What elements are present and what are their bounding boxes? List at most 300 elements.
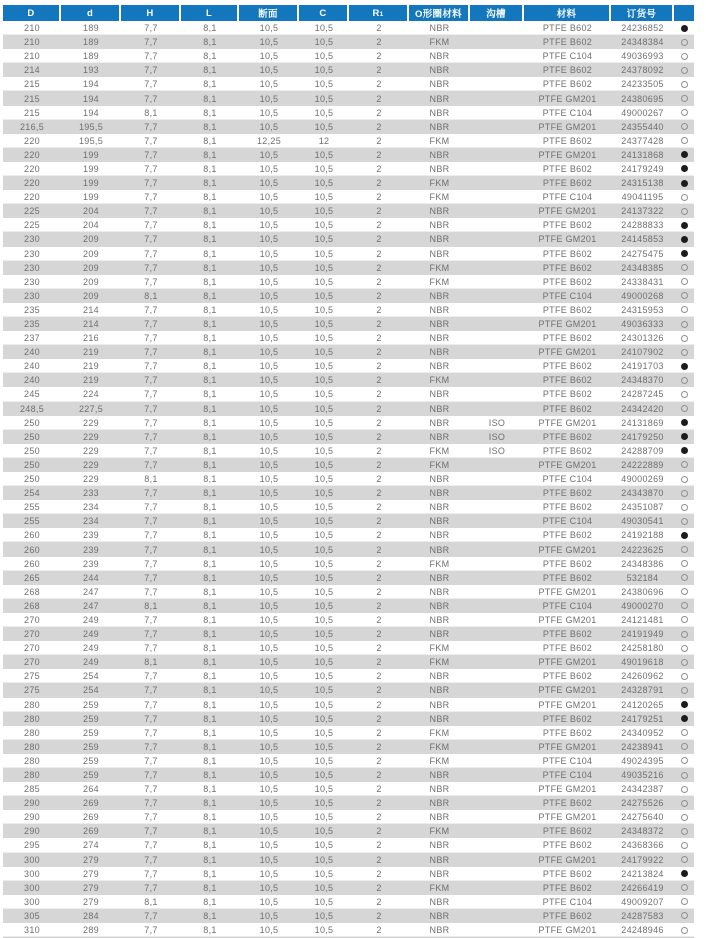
cell-cross-section: 10,5 [259, 347, 279, 358]
availability-cell [674, 909, 694, 923]
cell-groove: ISO [488, 431, 506, 442]
cell-L: 8,1 [203, 530, 217, 541]
cell-C: 10,5 [314, 403, 334, 414]
cell-D: 210 [24, 37, 40, 48]
cell-cross-section: 10,5 [259, 234, 279, 245]
cell-C: 10,5 [314, 784, 334, 795]
cell-order-number: 24287245 [621, 389, 664, 400]
cell-d: 214 [83, 304, 99, 315]
cell-material: PTFE B602 [542, 163, 593, 174]
open-circle-icon [681, 67, 688, 74]
cell-D: 245 [24, 389, 40, 400]
cell-groove [470, 458, 524, 472]
cell-material: PTFE C104 [542, 474, 593, 485]
cell-D: 270 [24, 629, 40, 640]
cell-cross-section: 10,5 [259, 389, 279, 400]
cell-o-ring-material: NBR [429, 361, 450, 372]
cell-cross-section: 10,5 [259, 65, 279, 76]
table-row [3, 571, 694, 585]
cell-o-ring-material: FKM [429, 558, 450, 569]
cell-H: 7,7 [144, 868, 158, 879]
cell-cross-section: 10,5 [259, 178, 279, 189]
table-row [3, 430, 694, 444]
open-circle-icon [681, 53, 688, 60]
cell-L: 8,1 [203, 361, 217, 372]
cell-C: 10,5 [314, 163, 334, 174]
cell-L: 8,1 [203, 220, 217, 231]
cell-d: 204 [83, 220, 99, 231]
cell-cross-section: 12,25 [256, 135, 282, 146]
cell-order-number: 24238941 [621, 741, 664, 752]
table-row [3, 740, 694, 754]
cell-o-ring-material: FKM [429, 178, 450, 189]
cell-C: 10,5 [314, 530, 334, 541]
availability-cell [674, 585, 694, 599]
table-row [3, 162, 694, 176]
cell-cross-section: 10,5 [259, 713, 279, 724]
availability-cell [674, 218, 694, 232]
cell-R1: 2 [376, 178, 382, 189]
cell-C: 10,5 [314, 220, 334, 231]
cell-C: 10,5 [314, 149, 334, 160]
cell-groove [470, 35, 524, 49]
cell-H: 7,7 [144, 375, 158, 386]
cell-groove [470, 895, 524, 909]
cell-o-ring-material: NBR [429, 79, 450, 90]
cell-L: 8,1 [203, 770, 217, 781]
cell-D: 215 [24, 79, 40, 90]
cell-cross-section: 10,5 [259, 586, 279, 597]
cell-order-number: 49036993 [621, 51, 664, 62]
cell-d: 209 [83, 248, 99, 259]
cell-order-number: 24223625 [621, 544, 664, 555]
cell-cross-section: 10,5 [259, 868, 279, 879]
cell-H: 7,7 [144, 854, 158, 865]
cell-cross-section: 10,5 [259, 826, 279, 837]
cell-d: 254 [83, 685, 99, 696]
availability-cell [674, 627, 694, 641]
cell-cross-section: 10,5 [259, 558, 279, 569]
cell-D: 290 [24, 798, 40, 809]
cell-R1: 2 [376, 459, 382, 470]
cell-cross-section: 10,5 [259, 544, 279, 555]
cell-groove [470, 261, 524, 275]
cell-d: 247 [83, 586, 99, 597]
cell-L: 8,1 [203, 206, 217, 217]
cell-d: 279 [83, 868, 99, 879]
availability-cell [674, 923, 694, 937]
cell-groove [470, 726, 524, 740]
cell-groove [470, 599, 524, 613]
cell-C: 10,5 [314, 840, 334, 851]
cell-C: 10,5 [314, 854, 334, 865]
availability-cell [674, 782, 694, 796]
cell-R1: 2 [376, 558, 382, 569]
cell-o-ring-material: NBR [429, 699, 450, 710]
availability-cell [674, 204, 694, 218]
column-header-d [61, 5, 121, 21]
cell-groove [470, 641, 524, 655]
column-header-label: 沟槽 [486, 9, 506, 20]
cell-o-ring-material: FKM [429, 657, 450, 668]
cell-R1: 2 [376, 544, 382, 555]
cell-order-number: 24328791 [621, 685, 664, 696]
cell-H: 7,7 [144, 37, 158, 48]
cell-D: 300 [24, 868, 40, 879]
cell-o-ring-material: NBR [429, 685, 450, 696]
cell-d: 249 [83, 629, 99, 640]
table-row [3, 514, 694, 528]
open-circle-icon [681, 687, 688, 694]
cell-order-number: 24380695 [621, 93, 664, 104]
filled-circle-icon [681, 419, 688, 426]
open-circle-icon [681, 588, 688, 595]
cell-R1: 2 [376, 643, 382, 654]
open-circle-icon [681, 335, 688, 342]
table-row [3, 754, 694, 768]
cell-o-ring-material: NBR [429, 600, 450, 611]
cell-order-number: 24315953 [621, 304, 664, 315]
cell-o-ring-material: NBR [429, 896, 450, 907]
cell-L: 8,1 [203, 600, 217, 611]
availability-cell [674, 387, 694, 401]
cell-cross-section: 10,5 [259, 403, 279, 414]
cell-C: 10,5 [314, 319, 334, 330]
cell-material: PTFE C104 [542, 290, 593, 301]
cell-d: 269 [83, 826, 99, 837]
cell-o-ring-material: NBR [429, 389, 450, 400]
cell-L: 8,1 [203, 868, 217, 879]
cell-H: 7,7 [144, 699, 158, 710]
availability-cell [674, 232, 694, 246]
cell-cross-section: 10,5 [259, 319, 279, 330]
cell-material: PTFE B602 [542, 798, 593, 809]
cell-o-ring-material: NBR [429, 516, 450, 527]
open-circle-icon [681, 377, 688, 384]
cell-L: 8,1 [203, 784, 217, 795]
table-row [3, 768, 694, 782]
cell-R1: 2 [376, 149, 382, 160]
cell-L: 8,1 [203, 586, 217, 597]
table-row [3, 49, 694, 63]
cell-o-ring-material: FKM [429, 882, 450, 893]
cell-groove [470, 683, 524, 697]
cell-groove [470, 472, 524, 486]
cell-D: 220 [24, 149, 40, 160]
cell-cross-section: 10,5 [259, 614, 279, 625]
cell-C: 10,5 [314, 79, 334, 90]
cell-C: 10,5 [314, 361, 334, 372]
cell-d: 284 [83, 910, 99, 921]
open-circle-icon [681, 306, 688, 313]
cell-H: 8,1 [144, 107, 158, 118]
cell-R1: 2 [376, 417, 382, 428]
cell-material: PTFE B602 [542, 403, 593, 414]
cell-R1: 2 [376, 755, 382, 766]
cell-cross-section: 10,5 [259, 925, 279, 936]
cell-material: PTFE B602 [542, 882, 593, 893]
table-row [3, 232, 694, 246]
cell-groove [470, 881, 524, 895]
cell-o-ring-material: NBR [429, 614, 450, 625]
cell-o-ring-material: FKM [429, 192, 450, 203]
cell-D: 250 [24, 431, 40, 442]
cell-C: 10,5 [314, 643, 334, 654]
cell-L: 8,1 [203, 121, 217, 132]
column-header-order-number [611, 5, 674, 21]
cell-cross-section: 10,5 [259, 784, 279, 795]
availability-cell [674, 796, 694, 810]
column-header-D [3, 5, 61, 21]
cell-order-number: 24351087 [621, 502, 664, 513]
cell-order-number: 24260962 [621, 671, 664, 682]
availability-cell [674, 655, 694, 669]
column-header-H [121, 5, 181, 21]
cell-L: 8,1 [203, 290, 217, 301]
cell-R1: 2 [376, 657, 382, 668]
cell-D: 280 [24, 713, 40, 724]
cell-cross-section: 10,5 [259, 107, 279, 118]
column-header-cross-section [239, 5, 299, 21]
cell-C: 10,5 [314, 107, 334, 118]
table-body [3, 21, 694, 938]
cell-H: 8,1 [144, 290, 158, 301]
cell-H: 7,7 [144, 882, 158, 893]
open-circle-icon [681, 927, 688, 934]
open-circle-icon [681, 264, 688, 271]
cell-R1: 2 [376, 741, 382, 752]
cell-d: 219 [83, 361, 99, 372]
open-circle-icon [681, 109, 688, 116]
availability-cell [674, 669, 694, 683]
cell-C: 10,5 [314, 389, 334, 400]
cell-R1: 2 [376, 586, 382, 597]
cell-H: 7,7 [144, 459, 158, 470]
cell-H: 7,7 [144, 333, 158, 344]
cell-d: 229 [83, 445, 99, 456]
cell-material: PTFE GM201 [538, 812, 597, 823]
cell-R1: 2 [376, 671, 382, 682]
availability-cell [674, 91, 694, 105]
cell-C: 10,5 [314, 304, 334, 315]
cell-L: 8,1 [203, 671, 217, 682]
cell-order-number: 24380696 [621, 586, 664, 597]
table-row [3, 331, 694, 345]
availability-cell [674, 120, 694, 134]
cell-C: 10,5 [314, 755, 334, 766]
cell-H: 7,7 [144, 51, 158, 62]
cell-D: 265 [24, 572, 40, 583]
cell-D: 230 [24, 276, 40, 287]
column-header-label: H [146, 7, 154, 19]
cell-C: 10,5 [314, 868, 334, 879]
cell-d: 199 [83, 178, 99, 189]
cell-L: 8,1 [203, 403, 217, 414]
cell-H: 7,7 [144, 65, 158, 76]
cell-R1: 2 [376, 925, 382, 936]
cell-R1: 2 [376, 812, 382, 823]
cell-cross-section: 10,5 [259, 474, 279, 485]
cell-D: 254 [24, 488, 40, 499]
cell-cross-section: 10,5 [259, 643, 279, 654]
cell-o-ring-material: FKM [429, 262, 450, 273]
cell-R1: 2 [376, 304, 382, 315]
cell-D: 210 [24, 51, 40, 62]
cell-R1: 2 [376, 135, 382, 146]
cell-H: 8,1 [144, 600, 158, 611]
cell-groove [470, 63, 524, 77]
cell-order-number: 24348386 [621, 558, 664, 569]
cell-D: 280 [24, 770, 40, 781]
cell-groove [470, 923, 524, 937]
open-circle-icon [681, 645, 688, 652]
cell-D: 280 [24, 741, 40, 752]
cell-o-ring-material: NBR [429, 925, 450, 936]
cell-o-ring-material: NBR [429, 544, 450, 555]
cell-d: 234 [83, 516, 99, 527]
cell-R1: 2 [376, 488, 382, 499]
table-row [3, 909, 694, 923]
table-row [3, 444, 694, 458]
cell-H: 7,7 [144, 544, 158, 555]
table-row [3, 824, 694, 838]
cell-d: 239 [83, 530, 99, 541]
cell-H: 7,7 [144, 488, 158, 499]
table-row [3, 726, 694, 740]
filled-circle-icon [681, 532, 688, 539]
cell-o-ring-material: NBR [429, 319, 450, 330]
cell-C: 10,5 [314, 51, 334, 62]
cell-R1: 2 [376, 23, 382, 34]
cell-d: 259 [83, 727, 99, 738]
cell-R1: 2 [376, 910, 382, 921]
table-row [3, 698, 694, 712]
cell-C: 10,5 [314, 882, 334, 893]
cell-material: PTFE GM201 [538, 657, 597, 668]
cell-groove [470, 585, 524, 599]
cell-material: PTFE B602 [542, 431, 593, 442]
cell-o-ring-material: NBR [429, 290, 450, 301]
cell-R1: 2 [376, 727, 382, 738]
filled-circle-icon [681, 701, 688, 708]
cell-order-number: 24348385 [621, 262, 664, 273]
cell-order-number: 24179251 [621, 713, 664, 724]
cell-C: 10,5 [314, 600, 334, 611]
cell-R1: 2 [376, 206, 382, 217]
cell-L: 8,1 [203, 741, 217, 752]
cell-groove [470, 345, 524, 359]
cell-R1: 2 [376, 882, 382, 893]
cell-d: 259 [83, 755, 99, 766]
cell-H: 7,7 [144, 93, 158, 104]
cell-order-number: 49041195 [621, 192, 664, 203]
table-row [3, 557, 694, 571]
cell-D: 220 [24, 192, 40, 203]
open-circle-icon [681, 95, 688, 102]
open-circle-icon [681, 659, 688, 666]
open-circle-icon [681, 574, 688, 581]
cell-D: 305 [24, 910, 40, 921]
cell-L: 8,1 [203, 375, 217, 386]
cell-R1: 2 [376, 798, 382, 809]
cell-D: 237 [24, 333, 40, 344]
cell-cross-section: 10,5 [259, 699, 279, 710]
cell-H: 7,7 [144, 840, 158, 851]
table-row [3, 599, 694, 613]
cell-C: 10,5 [314, 262, 334, 273]
cell-D: 270 [24, 614, 40, 625]
cell-order-number: 24301326 [621, 333, 664, 344]
cell-groove [470, 232, 524, 246]
cell-R1: 2 [376, 121, 382, 132]
cell-C: 10,5 [314, 741, 334, 752]
cell-o-ring-material: NBR [429, 403, 450, 414]
column-header-groove [470, 5, 524, 21]
availability-cell [674, 331, 694, 345]
column-header-availability [674, 5, 694, 21]
cell-H: 7,7 [144, 445, 158, 456]
cell-material: PTFE B602 [542, 79, 593, 90]
availability-cell [674, 599, 694, 613]
cell-material: PTFE B602 [542, 375, 593, 386]
cell-R1: 2 [376, 234, 382, 245]
cell-L: 8,1 [203, 262, 217, 273]
table-row [3, 585, 694, 599]
cell-H: 7,7 [144, 572, 158, 583]
cell-order-number: 24378092 [621, 65, 664, 76]
cell-groove [470, 204, 524, 218]
cell-cross-section: 10,5 [259, 206, 279, 217]
open-circle-icon [681, 828, 688, 835]
cell-L: 8,1 [203, 840, 217, 851]
cell-L: 8,1 [203, 417, 217, 428]
cell-H: 7,7 [144, 389, 158, 400]
cell-R1: 2 [376, 276, 382, 287]
cell-groove [470, 77, 524, 91]
cell-groove [470, 373, 524, 387]
cell-cross-section: 10,5 [259, 431, 279, 442]
cell-d: 209 [83, 276, 99, 287]
cell-order-number: 24192188 [621, 530, 664, 541]
cell-C: 10,5 [314, 37, 334, 48]
cell-cross-section: 10,5 [259, 304, 279, 315]
cell-H: 7,7 [144, 614, 158, 625]
availability-cell [674, 106, 694, 120]
cell-groove [470, 655, 524, 669]
cell-L: 8,1 [203, 488, 217, 499]
column-header-o-ring-material [409, 5, 470, 21]
cell-d: 209 [83, 234, 99, 245]
cell-L: 8,1 [203, 474, 217, 485]
cell-cross-section: 10,5 [259, 248, 279, 259]
cell-R1: 2 [376, 93, 382, 104]
cell-order-number: 24191949 [621, 629, 664, 640]
cell-L: 8,1 [203, 65, 217, 76]
table-row [3, 21, 694, 35]
open-circle-icon [681, 81, 688, 88]
availability-cell [674, 698, 694, 712]
cell-H: 7,7 [144, 361, 158, 372]
cell-C: 10,5 [314, 671, 334, 682]
cell-material: PTFE GM201 [538, 614, 597, 625]
availability-cell [674, 275, 694, 289]
open-circle-icon [681, 123, 688, 130]
cell-o-ring-material: NBR [429, 248, 450, 259]
availability-cell [674, 373, 694, 387]
cell-H: 7,7 [144, 262, 158, 273]
cell-R1: 2 [376, 699, 382, 710]
table-row [3, 683, 694, 697]
